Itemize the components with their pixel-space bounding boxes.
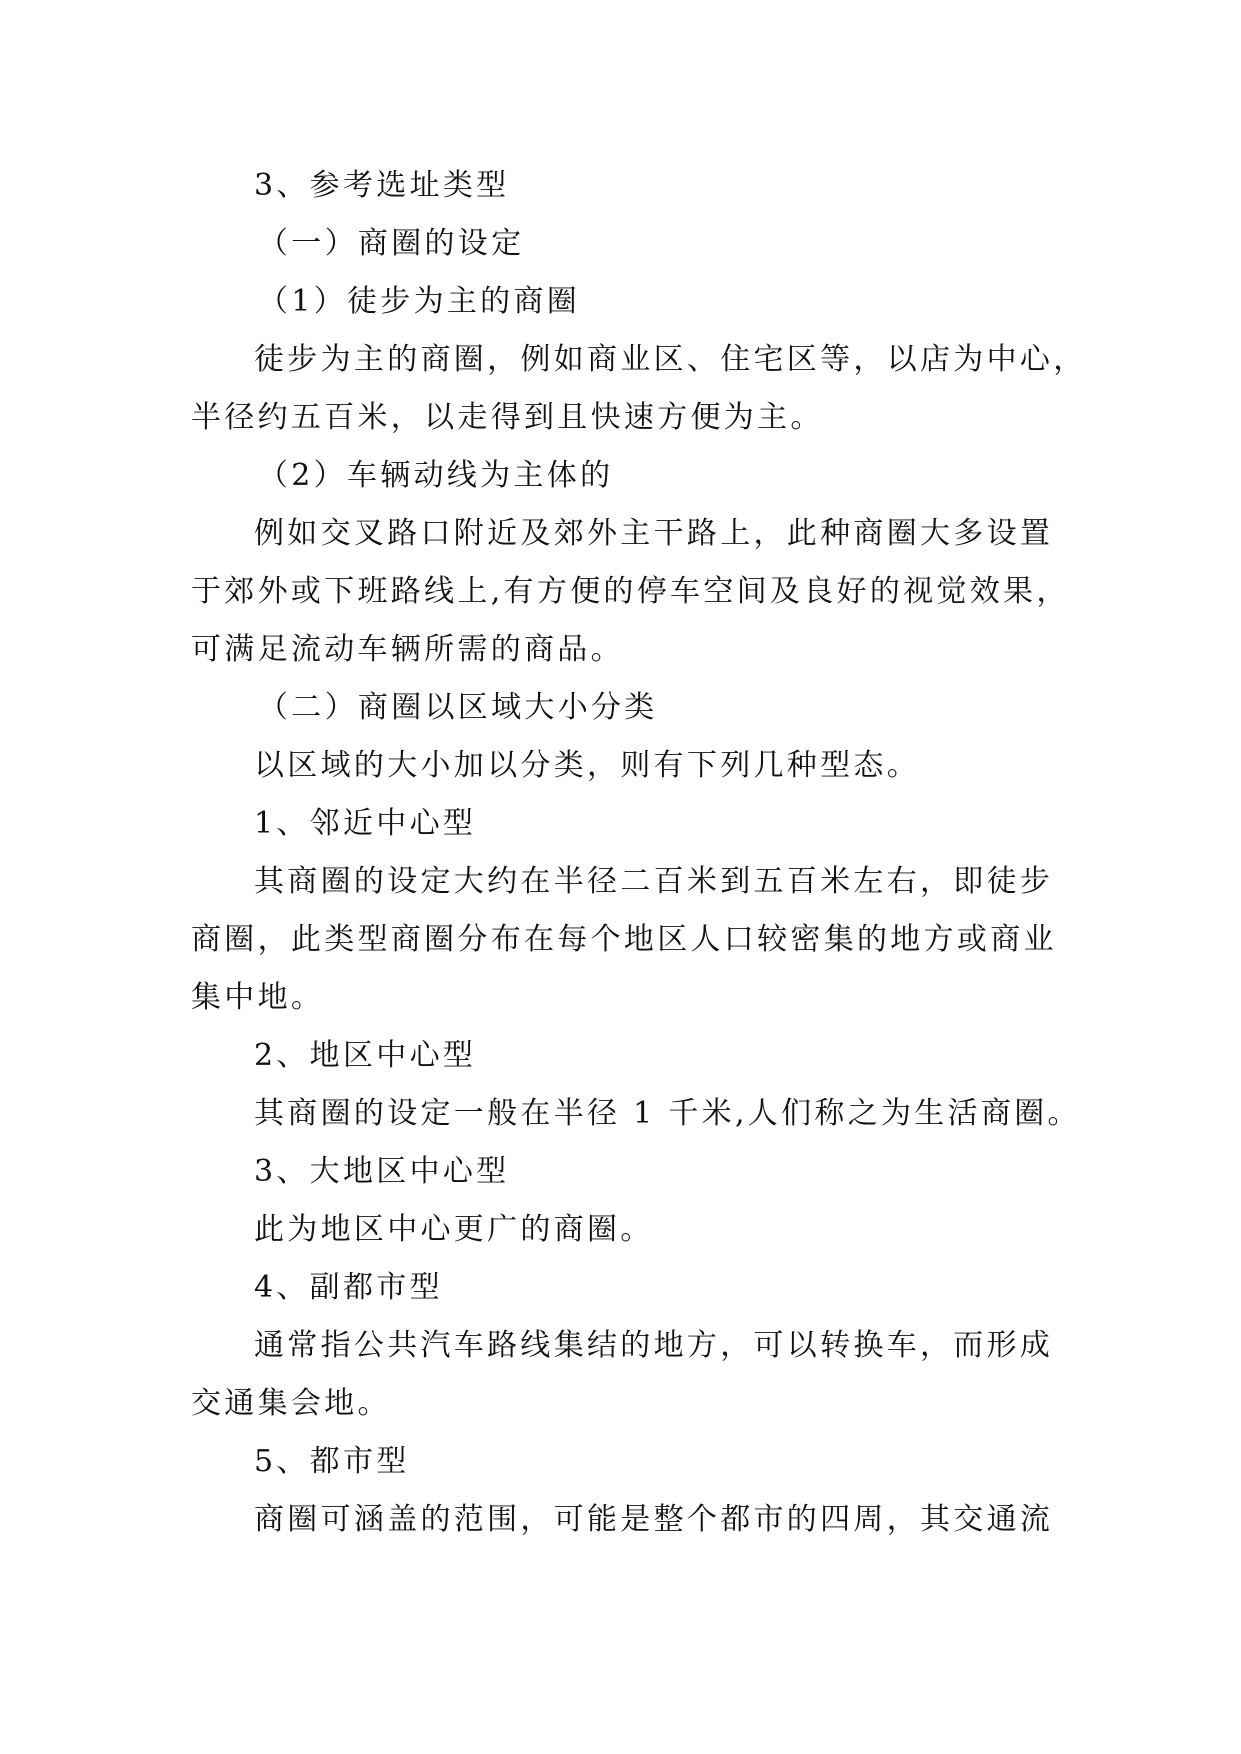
paragraph-line: 商圈，此类型商圈分布在每个地区人口较密集的地方或商业	[191, 922, 1057, 957]
paragraph-line: 可满足流动车辆所需的商品。	[191, 632, 624, 667]
section-heading: 3、参考选址类型	[254, 168, 510, 203]
paragraph-line: 以区域的大小加以分类，则有下列几种型态。	[254, 748, 920, 783]
item-heading: 3、大地区中心型	[254, 1154, 510, 1189]
paragraph-line: 集中地。	[191, 980, 325, 1015]
paragraph-line: 商圈可涵盖的范围，可能是整个都市的四周，其交通流	[254, 1502, 1054, 1537]
paragraph-line: 其商圈的设定一般在半径 1 千米,人们称之为生活商圈。	[254, 1096, 1081, 1131]
paragraph-line: 此为地区中心更广的商圈。	[254, 1212, 654, 1247]
paragraph-line: 徒步为主的商圈，例如商业区、住宅区等，以店为中心，	[254, 342, 1087, 377]
subsection-heading: （一）商圈的设定	[258, 226, 525, 261]
item-heading: （1）徒步为主的商圈	[258, 284, 581, 319]
paragraph-line: 半径约五百米，以走得到且快速方便为主。	[191, 400, 824, 435]
paragraph-line: 例如交叉路口附近及郊外主干路上，此种商圈大多设置	[254, 516, 1054, 551]
paragraph-line: 于郊外或下班路线上,有方便的停车空间及良好的视觉效果，	[191, 574, 1070, 609]
item-heading: 4、副都市型	[254, 1270, 443, 1305]
paragraph-line: 通常指公共汽车路线集结的地方，可以转换车，而形成	[254, 1328, 1054, 1363]
subsection-heading: （二）商圈以区域大小分类	[258, 690, 658, 725]
paragraph-line: 其商圈的设定大约在半径二百米到五百米左右，即徒步	[254, 864, 1054, 899]
item-heading: 5、都市型	[254, 1444, 410, 1479]
paragraph-line: 交通集会地。	[191, 1386, 391, 1421]
item-heading: （2）车辆动线为主体的	[258, 458, 614, 493]
item-heading: 2、地区中心型	[254, 1038, 477, 1073]
item-heading: 1、邻近中心型	[254, 806, 477, 841]
